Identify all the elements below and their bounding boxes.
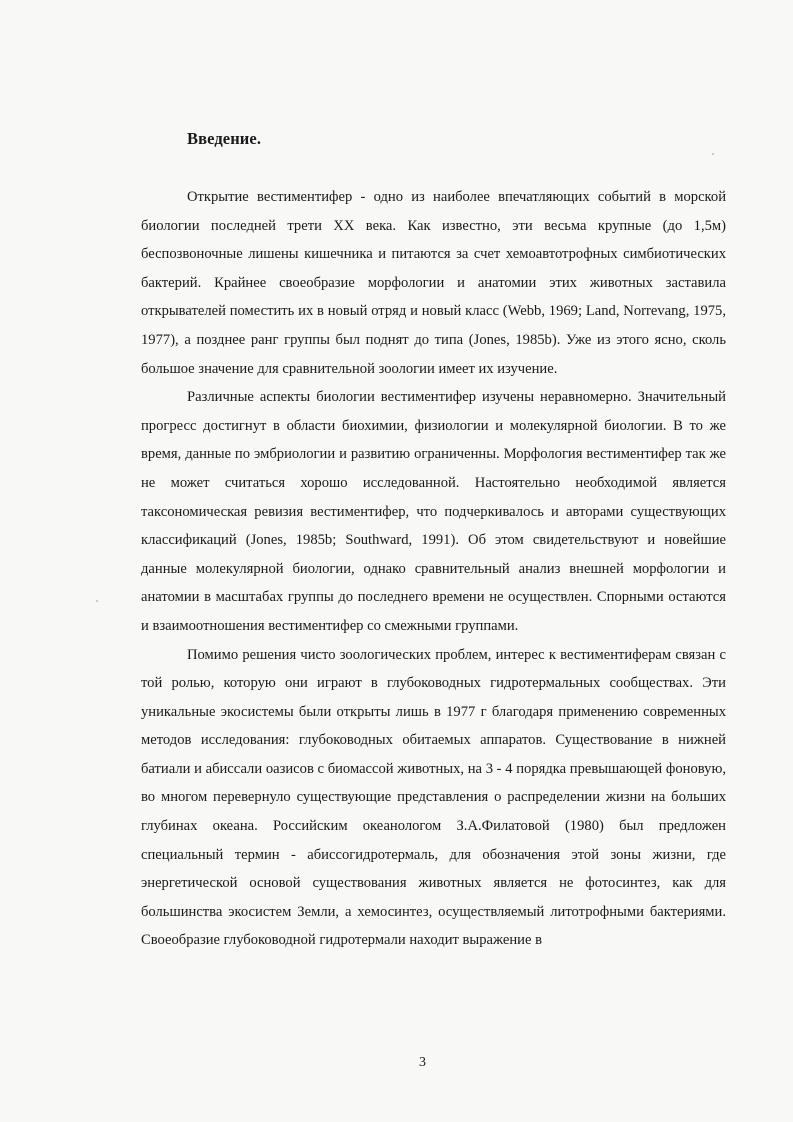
paragraph-2: Различные аспекты биологии вестиментифер изучены неравномерно. Значительный прогресс достигнут в области биохимии, физиологии и молекулярной биологии. В то же время, данные по эмбриологии и развитию ограниченны. Морфология вестиментифер так же не может считаться хорошо исследованной. Настоятельно необходимой является таксономическая ревизия вестиментифер, что подчеркивалось и авторами существующих классификаций (Jones, 1985b; Southward, 1991). Об этом свидетельствуют и новейшие данные молекулярной биологии, однако сравнительный анализ внешней морфологии и анатомии в масштабах группы до последнего времени не осуществлен. Спорными остаются и взаимоотношения вестиментифер со смежными группами. [141, 389, 726, 634]
paragraph-1: Открытие вестиментифер - одно из наиболее впечатляющих событий в морской биологии последней трети XX века. Как известно, эти весьма крупные (до 1,5м) беспозвоночные лишены кишечника и питаются за счет хемоавтотрофных симбиотических бактерий. Крайнее своеобразие морфологии и анатомии этих животных заставила открывателей поместить их в новый отряд и новый класс (Webb, 1969; Land, Norrevang, 1975, 1977), а позднее ранг группы был поднят до типа (Jones, 1985b). Уже из этого ясно, сколь большое значение для сравнительной зоологии имеет их изучение. [141, 189, 726, 377]
scan-speck [712, 153, 714, 155]
section-heading: Введение. [187, 129, 262, 148]
page-number: 3 [419, 1055, 426, 1070]
paragraph-3: Помимо решения чисто зоологических проблем, интерес к вестиментиферам связан с той ролью, которую они играют в глубоководных гидротермальных сообществах. Эти уникальные экосистемы были открыты лишь в 1977 г благодаря применению современных методов исследования: глубоководных обитаемых аппаратов. Существование в нижней батиали и абиссали оазисов с биомассой животных, на 3 - 4 порядка превышающей фоновую, во многом перевернуло существующие представления о распределении жизни на больших глубинах океана. Российским океанологом З.А.Филатовой (1980) был предложен специальный термин - абиссогидротермаль, для обозначения этой зоны жизни, где энергетической основой существования животных является не фотосинтез, как для большинства экосистем Земли, а хемосинтез, осуществляемый литотрофными бактериями. Своеобразие глубоководной гидротермали находит выражение в [141, 646, 726, 949]
body-text [141, 183, 726, 955]
scan-speck [96, 600, 98, 602]
